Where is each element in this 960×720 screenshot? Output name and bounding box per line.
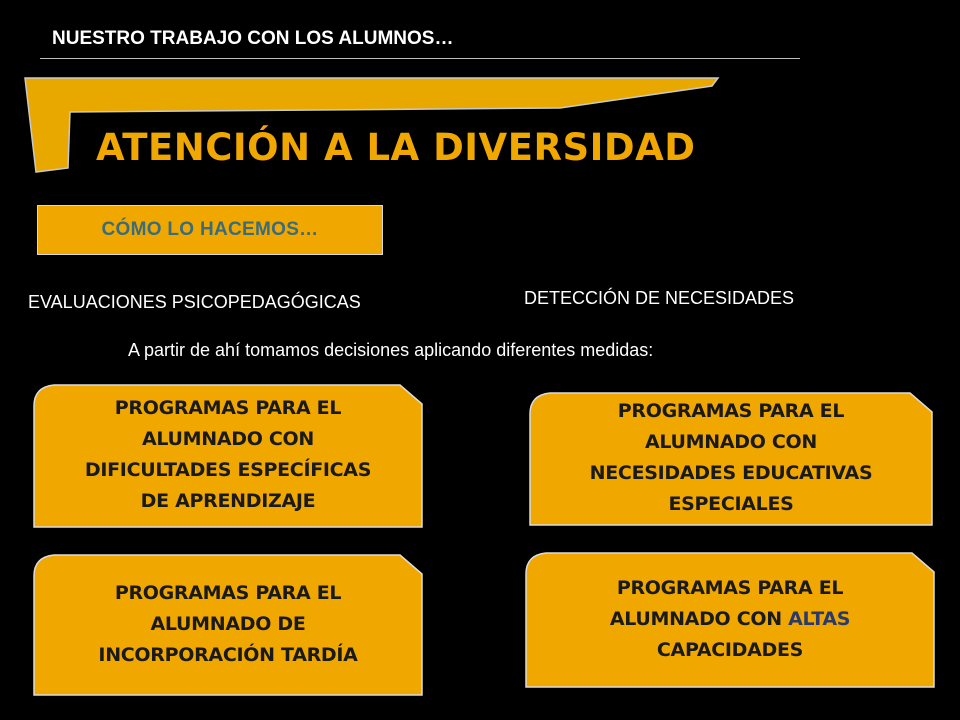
deteccion-label: DETECCIÓN DE NECESIDADES — [524, 288, 795, 308]
card-text: PROGRAMAS PARA EL ALUMNADO DE INCORPORACIÓN TARDÍA — [98, 581, 358, 666]
card-text: PROGRAMAS PARA EL ALUMNADO CON NECESIDADES EDUCATIVAS ESPECIALES — [589, 400, 873, 515]
evaluaciones-label: EVALUACIONES PSICOPEDAGÓGICAS — [28, 292, 361, 312]
program-card-altas-capacidades — [524, 550, 936, 688]
page-header-title: NUESTRO TRABAJO CON LOS ALUMNOS… — [52, 28, 454, 49]
card-text: PROGRAMAS PARA EL ALUMNADO CON DIFICULTADES ESPECÍFICAS DE APRENDIZAJE — [84, 397, 372, 512]
program-card-incorporacion — [32, 552, 424, 696]
highlight-word: ALTAS — [788, 607, 851, 630]
decisions-text: A partir de ahí tomamos decisiones aplicando diferentes medidas: — [128, 340, 654, 360]
title-banner-shape — [0, 0, 960, 200]
card-text: PROGRAMAS PARA EL ALUMNADO CON ALTAS CAPACIDADES — [609, 576, 851, 661]
program-card-necesidades — [528, 390, 934, 526]
subtitle-text: CÓMO LO HACEMOS… — [101, 219, 319, 240]
main-title: ATENCIÓN A LA DIVERSIDAD — [96, 126, 696, 169]
program-card-dificultades — [32, 382, 424, 528]
subtitle-box — [37, 205, 383, 255]
